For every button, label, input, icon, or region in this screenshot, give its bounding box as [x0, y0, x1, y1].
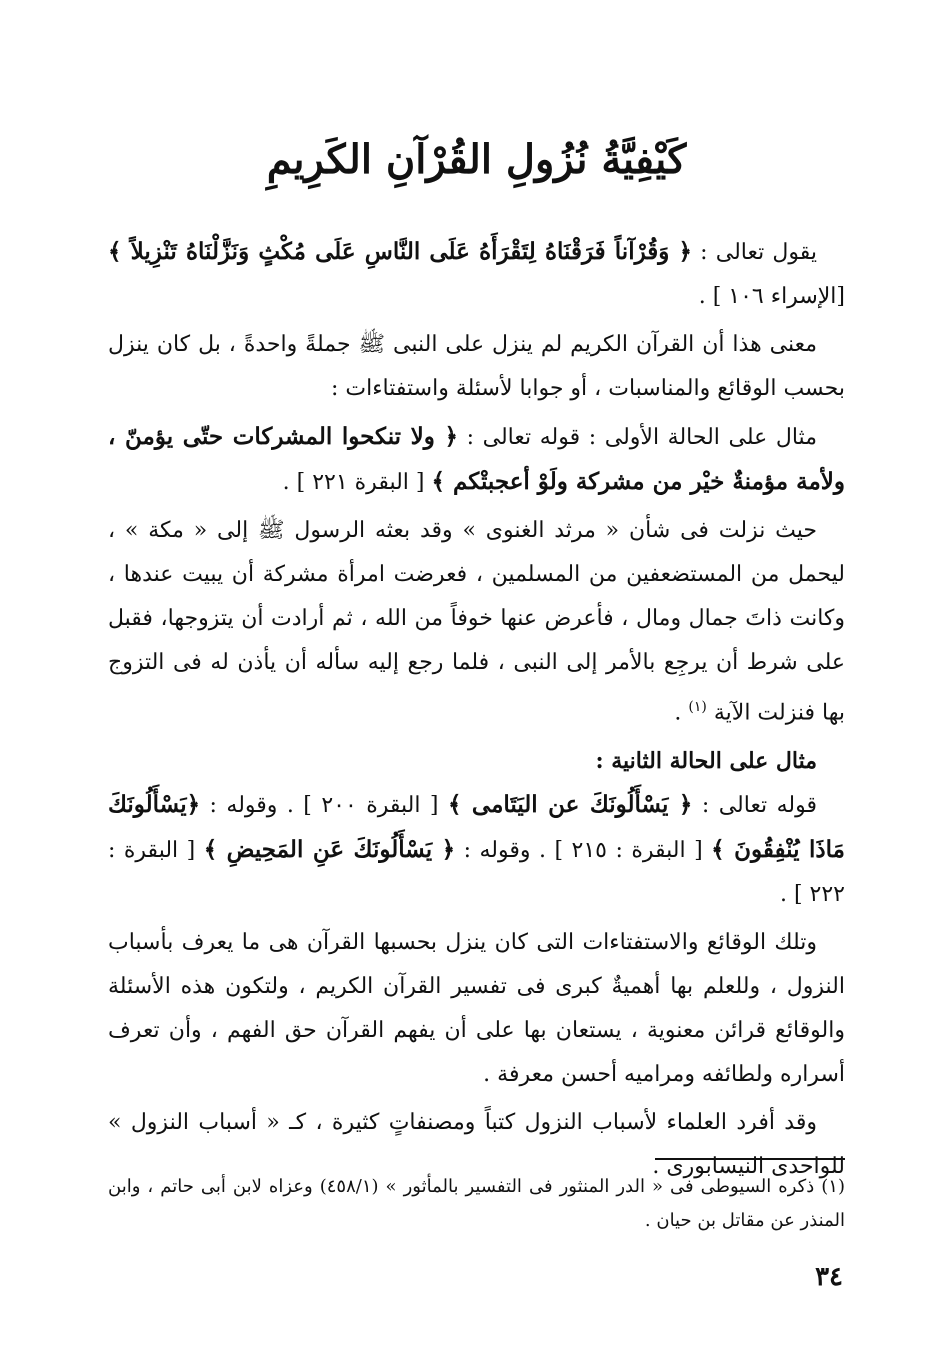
page-title: كَيْفِيَّةُ نُزُولِ القُرْآنِ الكَرِيمِ — [266, 136, 687, 183]
paragraph-3-intro: مثال على الحالة الأولى : قوله تعالى : — [458, 425, 817, 450]
verse-reference-4: [ البقرة : ٢١٥ ] . وقوله : — [455, 838, 712, 864]
section-heading: مثال على الحالة الثانية : — [595, 748, 817, 775]
footnote: (١) ذكره السيوطى فى « الدر المنثور فى التفسير بالمأثور » (٤٥٨/١) وعزاه لابن أبى حاتم ، وابن المنذر عن مقاتل بن حيان . — [108, 1176, 845, 1231]
paragraph-5 — [108, 783, 845, 917]
quran-verse-1: ﴿ وَقُرْآناً فَرَقْنَاهُ لِتَقْرَأَهُ عَلَى النَّاسِ عَلَى مُكْثٍ وَنَزَّلْنَاهُ تَنْزِيلاً ﴾ — [108, 238, 693, 265]
paragraph-6: وتلك الوقائع والاستفتاءات التى كان ينزل بحسبها القرآن هى ما يعرف بأسباب النزول ، وللعلم بها أهميةٌ كبرى فى تفسير القرآن الكريم ، ولتكون هذه الأسئلة والوقائع قرائن معنوية ، يستعان بها على أن يفهم القرآن حق الفهم ، وأن تعرف أسراره ولطائفه ومراميه أحسن معرفة . — [108, 930, 845, 1088]
paragraph-1 — [108, 230, 845, 319]
quran-verse-4: ﴿يَسْأَلُونَكَ مَاذَا يُنْفِقُونَ ﴾ — [108, 791, 845, 864]
quran-verse-5: ﴿ يَسْأَلُونَكَ عَنِ المَحِيضِ ﴾ — [203, 836, 456, 864]
verse-reference-5: [ البقرة : ٢٢٢ ] . — [108, 838, 845, 908]
paragraph-1-intro: يقول تعالى : — [692, 240, 817, 265]
paragraph-7: وقد أفرد العلماء لأسباب النزول كتباً ومصنفاتٍ كثيرة ، كـ « أسباب النزول » للواحدى النيسابورى . — [108, 1110, 845, 1180]
verse-reference-1: [الإسراء ١٠٦ ] . — [698, 284, 845, 309]
quran-verse-2: ﴿ ولا تنكحوا المشركات حتّى يؤمنّ ، ولأمة مؤمنةٌ خيْر من مشركة ولَوْ أعجبتْكم ﴾ — [108, 423, 845, 495]
paragraph-3 — [108, 415, 845, 505]
verse-reference-2: [ البقرة ٢٢١ ] . — [282, 470, 432, 495]
paragraph-4-text: حيث نزلت فى شأن « مرثد الغنوى » وقد بعثه الرسول ﷺ إلى « مكة » ، ليحمل من المستضعفين من المسلمين ، فعرضت امرأة مشركة أن يبيت عندها ، وكانت ذاتَ جمال ومال ، فأعرض عنها خوفاً من الله ، ثم أرادت أن يتزوجها، فقبل على شرط أن يرجِع بالأمر إلى النبى ، فلما رجع إليه سأله أن يأذن له فى التزوج بها فنزلت الآية — [108, 518, 845, 726]
footnote-marker: (١) — [688, 699, 707, 715]
quran-verse-3: ﴿ يَسْأَلُونَكَ عن اليَتَامى ﴾ — [447, 791, 693, 819]
page-number: ٣٤ — [815, 1262, 843, 1292]
paragraph-2: معنى هذا أن القرآن الكريم لم ينزل على النبى ﷺ جملةً واحدةً ، بل كان ينزل بحسب الوقائع والمناسبات ، أو جوابا لأسئلة واستفتاءات : — [108, 332, 845, 401]
footnote-divider — [655, 1158, 845, 1160]
paragraph-5-intro: قوله تعالى : — [692, 793, 818, 819]
verse-reference-3: [ البقرة ٢٠٠ ] . وقوله : — [200, 793, 448, 819]
paragraph-4-end: . — [674, 700, 689, 726]
paragraph-4 — [108, 509, 845, 735]
